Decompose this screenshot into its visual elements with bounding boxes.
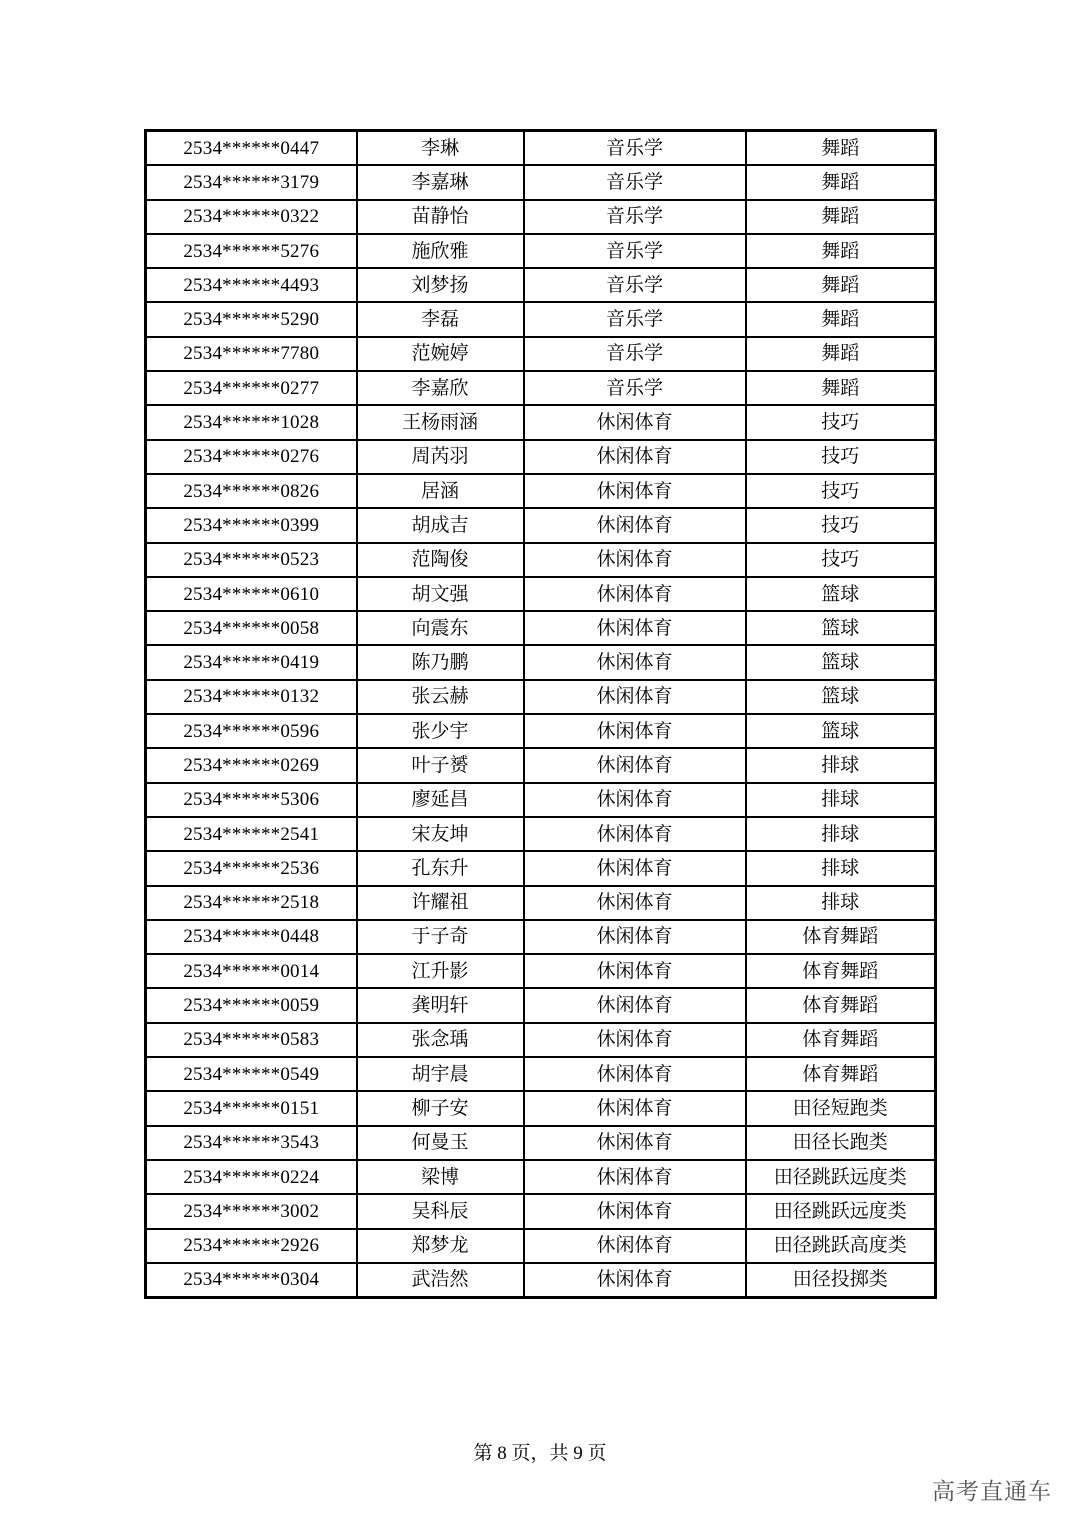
major-cell: 休闲体育 bbox=[524, 1194, 746, 1228]
exam-id-cell: 2534******0224 bbox=[146, 1160, 357, 1194]
name-cell: 向震东 bbox=[357, 611, 524, 645]
major-cell: 休闲体育 bbox=[524, 680, 746, 714]
major-cell: 音乐学 bbox=[524, 302, 746, 336]
exam-id-cell: 2534******3543 bbox=[146, 1126, 357, 1160]
category-cell: 体育舞蹈 bbox=[746, 988, 936, 1022]
exam-id-cell: 2534******4493 bbox=[146, 268, 357, 302]
table-row bbox=[146, 817, 936, 851]
category-cell: 技巧 bbox=[746, 440, 936, 474]
major-cell: 休闲体育 bbox=[524, 988, 746, 1022]
exam-id-cell: 2534******0276 bbox=[146, 440, 357, 474]
category-cell: 舞蹈 bbox=[746, 371, 936, 405]
name-cell: 范婉婷 bbox=[357, 337, 524, 371]
major-cell: 休闲体育 bbox=[524, 1126, 746, 1160]
name-cell: 李嘉欣 bbox=[357, 371, 524, 405]
exam-id-cell: 2534******2541 bbox=[146, 817, 357, 851]
major-cell: 休闲体育 bbox=[524, 645, 746, 679]
major-cell: 休闲体育 bbox=[524, 954, 746, 988]
category-cell: 排球 bbox=[746, 748, 936, 782]
name-cell: 何曼玉 bbox=[357, 1126, 524, 1160]
name-cell: 周芮羽 bbox=[357, 440, 524, 474]
category-cell: 体育舞蹈 bbox=[746, 1023, 936, 1057]
category-cell: 技巧 bbox=[746, 474, 936, 508]
exam-id-cell: 2534******0448 bbox=[146, 920, 357, 954]
name-cell: 施欣雅 bbox=[357, 234, 524, 268]
name-cell: 张云赫 bbox=[357, 680, 524, 714]
exam-id-cell: 2534******0322 bbox=[146, 200, 357, 234]
exam-id-cell: 2534******0447 bbox=[146, 131, 357, 166]
category-cell: 舞蹈 bbox=[746, 165, 936, 199]
exam-id-cell: 2534******0596 bbox=[146, 714, 357, 748]
category-cell: 篮球 bbox=[746, 714, 936, 748]
exam-id-cell: 2534******0583 bbox=[146, 1023, 357, 1057]
name-cell: 李嘉琳 bbox=[357, 165, 524, 199]
category-cell: 篮球 bbox=[746, 611, 936, 645]
major-cell: 休闲体育 bbox=[524, 1160, 746, 1194]
major-cell: 休闲体育 bbox=[524, 1023, 746, 1057]
major-cell: 休闲体育 bbox=[524, 611, 746, 645]
table-row bbox=[146, 234, 936, 268]
name-cell: 王杨雨涵 bbox=[357, 405, 524, 439]
exam-id-cell: 2534******5276 bbox=[146, 234, 357, 268]
category-cell: 篮球 bbox=[746, 577, 936, 611]
table-row bbox=[146, 645, 936, 679]
major-cell: 音乐学 bbox=[524, 165, 746, 199]
table-row bbox=[146, 165, 936, 199]
name-cell: 胡文强 bbox=[357, 577, 524, 611]
name-cell: 龚明轩 bbox=[357, 988, 524, 1022]
exam-id-cell: 2534******0549 bbox=[146, 1057, 357, 1091]
table-row bbox=[146, 268, 936, 302]
table-row bbox=[146, 1263, 936, 1298]
major-cell: 休闲体育 bbox=[524, 886, 746, 920]
category-cell: 技巧 bbox=[746, 405, 936, 439]
category-cell: 排球 bbox=[746, 783, 936, 817]
category-cell: 舞蹈 bbox=[746, 302, 936, 336]
exam-id-cell: 2534******3002 bbox=[146, 1194, 357, 1228]
name-cell: 廖延昌 bbox=[357, 783, 524, 817]
table-row bbox=[146, 988, 936, 1022]
name-cell: 吴科辰 bbox=[357, 1194, 524, 1228]
exam-id-cell: 2534******0826 bbox=[146, 474, 357, 508]
category-cell: 田径长跑类 bbox=[746, 1126, 936, 1160]
name-cell: 苗静怡 bbox=[357, 200, 524, 234]
category-cell: 田径跳跃远度类 bbox=[746, 1160, 936, 1194]
major-cell: 音乐学 bbox=[524, 268, 746, 302]
major-cell: 休闲体育 bbox=[524, 577, 746, 611]
major-cell: 休闲体育 bbox=[524, 474, 746, 508]
table-row bbox=[146, 1229, 936, 1263]
table-row bbox=[146, 954, 936, 988]
name-cell: 李磊 bbox=[357, 302, 524, 336]
table-row bbox=[146, 1023, 936, 1057]
table-row bbox=[146, 920, 936, 954]
exam-id-cell: 2534******5306 bbox=[146, 783, 357, 817]
major-cell: 休闲体育 bbox=[524, 783, 746, 817]
category-cell: 舞蹈 bbox=[746, 234, 936, 268]
name-cell: 江升影 bbox=[357, 954, 524, 988]
category-cell: 技巧 bbox=[746, 543, 936, 577]
name-cell: 宋友坤 bbox=[357, 817, 524, 851]
table-row bbox=[146, 405, 936, 439]
table-row bbox=[146, 1091, 936, 1125]
name-cell: 许耀祖 bbox=[357, 886, 524, 920]
name-cell: 张念瑀 bbox=[357, 1023, 524, 1057]
exam-id-cell: 2534******0132 bbox=[146, 680, 357, 714]
major-cell: 休闲体育 bbox=[524, 714, 746, 748]
name-cell: 胡宇晨 bbox=[357, 1057, 524, 1091]
category-cell: 田径投掷类 bbox=[746, 1263, 936, 1298]
name-cell: 孔东升 bbox=[357, 851, 524, 885]
exam-id-cell: 2534******2536 bbox=[146, 851, 357, 885]
category-cell: 舞蹈 bbox=[746, 200, 936, 234]
exam-id-cell: 2534******7780 bbox=[146, 337, 357, 371]
watermark-text: 高考直通车 bbox=[932, 1479, 1052, 1505]
table-row bbox=[146, 1126, 936, 1160]
name-cell: 武浩然 bbox=[357, 1263, 524, 1298]
category-cell: 篮球 bbox=[746, 645, 936, 679]
major-cell: 休闲体育 bbox=[524, 1057, 746, 1091]
table-row bbox=[146, 748, 936, 782]
table-row bbox=[146, 543, 936, 577]
category-cell: 技巧 bbox=[746, 508, 936, 542]
name-cell: 范陶俊 bbox=[357, 543, 524, 577]
exam-id-cell: 2534******2518 bbox=[146, 886, 357, 920]
major-cell: 音乐学 bbox=[524, 200, 746, 234]
table-row bbox=[146, 714, 936, 748]
name-cell: 郑梦龙 bbox=[357, 1229, 524, 1263]
table-row bbox=[146, 851, 936, 885]
table-row bbox=[146, 886, 936, 920]
exam-id-cell: 2534******1028 bbox=[146, 405, 357, 439]
major-cell: 休闲体育 bbox=[524, 1229, 746, 1263]
major-cell: 休闲体育 bbox=[524, 1263, 746, 1298]
category-cell: 排球 bbox=[746, 817, 936, 851]
page-number: 第 8 页，共 9 页 bbox=[473, 1443, 607, 1464]
table-row bbox=[146, 440, 936, 474]
table-row bbox=[146, 577, 936, 611]
name-cell: 于子奇 bbox=[357, 920, 524, 954]
exam-id-cell: 2534******0058 bbox=[146, 611, 357, 645]
name-cell: 叶子赟 bbox=[357, 748, 524, 782]
category-cell: 田径短跑类 bbox=[746, 1091, 936, 1125]
table-row bbox=[146, 1057, 936, 1091]
exam-id-cell: 2534******0610 bbox=[146, 577, 357, 611]
exam-id-cell: 2534******0014 bbox=[146, 954, 357, 988]
category-cell: 田径跳跃远度类 bbox=[746, 1194, 936, 1228]
category-cell: 田径跳跃高度类 bbox=[746, 1229, 936, 1263]
table-row bbox=[146, 200, 936, 234]
exam-id-cell: 2534******0399 bbox=[146, 508, 357, 542]
table-row bbox=[146, 508, 936, 542]
category-cell: 舞蹈 bbox=[746, 337, 936, 371]
major-cell: 音乐学 bbox=[524, 337, 746, 371]
category-cell: 排球 bbox=[746, 851, 936, 885]
exam-id-cell: 2534******0304 bbox=[146, 1263, 357, 1298]
exam-id-cell: 2534******3179 bbox=[146, 165, 357, 199]
table-row bbox=[146, 611, 936, 645]
name-cell: 居涵 bbox=[357, 474, 524, 508]
table-body bbox=[146, 131, 936, 1298]
exam-id-cell: 2534******0269 bbox=[146, 748, 357, 782]
exam-id-cell: 2534******2926 bbox=[146, 1229, 357, 1263]
table-row bbox=[146, 131, 936, 166]
table-row bbox=[146, 783, 936, 817]
name-cell: 梁博 bbox=[357, 1160, 524, 1194]
name-cell: 柳子安 bbox=[357, 1091, 524, 1125]
table-row bbox=[146, 680, 936, 714]
table-row bbox=[146, 1194, 936, 1228]
exam-id-cell: 2534******5290 bbox=[146, 302, 357, 336]
exam-id-cell: 2534******0523 bbox=[146, 543, 357, 577]
major-cell: 休闲体育 bbox=[524, 508, 746, 542]
major-cell: 休闲体育 bbox=[524, 405, 746, 439]
major-cell: 休闲体育 bbox=[524, 817, 746, 851]
name-cell: 李琳 bbox=[357, 131, 524, 166]
major-cell: 音乐学 bbox=[524, 234, 746, 268]
category-cell: 排球 bbox=[746, 886, 936, 920]
category-cell: 篮球 bbox=[746, 680, 936, 714]
exam-id-cell: 2534******0277 bbox=[146, 371, 357, 405]
major-cell: 音乐学 bbox=[524, 131, 746, 166]
table-row bbox=[146, 1160, 936, 1194]
major-cell: 休闲体育 bbox=[524, 851, 746, 885]
name-cell: 胡成吉 bbox=[357, 508, 524, 542]
table-row bbox=[146, 474, 936, 508]
category-cell: 舞蹈 bbox=[746, 268, 936, 302]
category-cell: 体育舞蹈 bbox=[746, 954, 936, 988]
exam-id-cell: 2534******0419 bbox=[146, 645, 357, 679]
name-cell: 陈乃鹏 bbox=[357, 645, 524, 679]
major-cell: 休闲体育 bbox=[524, 543, 746, 577]
table-row bbox=[146, 371, 936, 405]
exam-id-cell: 2534******0059 bbox=[146, 988, 357, 1022]
major-cell: 休闲体育 bbox=[524, 920, 746, 954]
table-row bbox=[146, 302, 936, 336]
admission-list-table bbox=[144, 129, 937, 1299]
name-cell: 张少宇 bbox=[357, 714, 524, 748]
exam-id-cell: 2534******0151 bbox=[146, 1091, 357, 1125]
major-cell: 休闲体育 bbox=[524, 440, 746, 474]
major-cell: 休闲体育 bbox=[524, 748, 746, 782]
table-row bbox=[146, 337, 936, 371]
major-cell: 音乐学 bbox=[524, 371, 746, 405]
major-cell: 休闲体育 bbox=[524, 1091, 746, 1125]
name-cell: 刘梦扬 bbox=[357, 268, 524, 302]
category-cell: 舞蹈 bbox=[746, 131, 936, 166]
category-cell: 体育舞蹈 bbox=[746, 920, 936, 954]
category-cell: 体育舞蹈 bbox=[746, 1057, 936, 1091]
